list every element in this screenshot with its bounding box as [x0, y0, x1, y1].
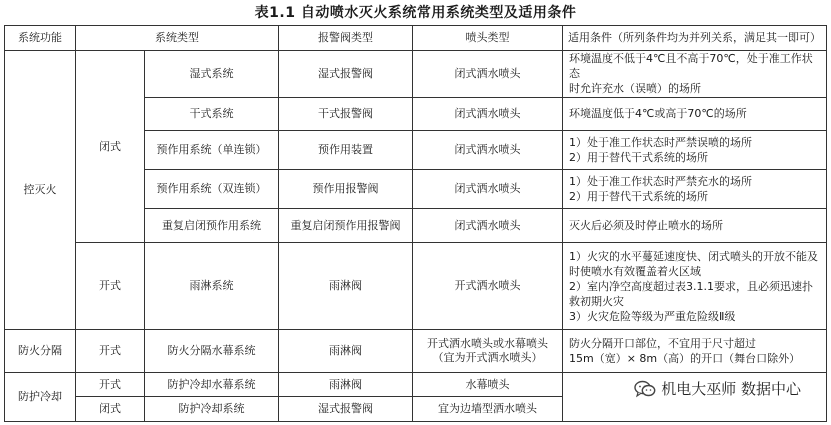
- conditions-cell: [563, 50, 827, 97]
- alarm-valve-cell: 预作用报警阀: [279, 169, 413, 208]
- alarm-valve-cell: 干式报警阀: [279, 97, 413, 130]
- conditions-cell: [563, 97, 827, 130]
- sprinkler-cell: 水幕喷头: [413, 372, 563, 397]
- mode-cell: 开式: [76, 329, 145, 372]
- table-row: [5, 243, 827, 329]
- header-function: 系统功能: [5, 26, 76, 51]
- conditions-cell: [563, 243, 827, 329]
- condition-line: 时使喷水有效覆盖着火区域: [569, 264, 701, 278]
- alarm-valve-cell: 雨淋阀: [279, 372, 413, 397]
- alarm-valve-cell: 重复启闭预作用报警阀: [279, 208, 413, 243]
- mode-cell: 开式: [76, 243, 145, 329]
- sprinkler-cell: 闭式洒水喷头: [413, 169, 563, 208]
- function-cell: 控灭火: [5, 50, 76, 329]
- function-cell: 防火分隔: [5, 329, 76, 372]
- sprinkler-cell: 开式洒水喷头: [413, 243, 563, 329]
- sprinkler-cell: [413, 329, 563, 372]
- header-conditions: 适用条件（所列条件均为并列关系，满足其一即可）: [563, 26, 827, 51]
- conditions-cell: [563, 130, 827, 169]
- header-alarm-valve: 报警阀类型: [279, 26, 413, 51]
- alarm-valve-cell: 雨淋阀: [279, 329, 413, 372]
- sprinkler-cell: 闭式洒水喷头: [413, 208, 563, 243]
- alarm-valve-cell: 湿式报警阀: [279, 50, 413, 97]
- sprinkler-line: （宜为开式洒水喷头）: [432, 350, 543, 364]
- header-system-type: 系统类型: [76, 26, 279, 51]
- alarm-valve-cell: 雨淋阀: [279, 243, 413, 329]
- system-type-cell: 防火分隔水幕系统: [145, 329, 279, 372]
- condition-line: 2）用于替代干式系统的场所: [569, 189, 708, 203]
- condition-line: 3）火灾危险等级为严重危险级Ⅱ级: [569, 309, 736, 323]
- header-sprinkler: 喷头类型: [413, 26, 563, 51]
- system-type-cell: 防护冷却水幕系统: [145, 372, 279, 397]
- sprinkler-cell: 闭式洒水喷头: [413, 130, 563, 169]
- condition-line: 环境温度低于4℃或高于70℃的场所: [569, 107, 747, 121]
- mode-cell: 闭式: [76, 397, 145, 422]
- function-cell: 防护冷却: [5, 372, 76, 421]
- table-row: [5, 50, 827, 97]
- header-row: [5, 26, 827, 51]
- condition-line: 环境温度不低于4℃且不高于70℃，处于准工作状态: [569, 52, 813, 81]
- mode-cell: 开式: [76, 372, 145, 397]
- condition-line: 2）室内净空高度超过表3.1.1要求，且必须迅速扑: [569, 279, 813, 293]
- conditions-cell: [563, 169, 827, 208]
- condition-line: 时允许充水（误喷）的场所: [569, 82, 701, 96]
- mode-cell: 闭式: [76, 50, 145, 243]
- system-type-cell: 防护冷却系统: [145, 397, 279, 422]
- system-type-cell: 干式系统: [145, 97, 279, 130]
- system-type-cell: 湿式系统: [145, 50, 279, 97]
- wechat-icon: [634, 380, 656, 398]
- condition-line: 救初期火灾: [569, 294, 624, 308]
- system-type-cell: 预作用系统（单连锁）: [145, 130, 279, 169]
- condition-line: 1）火灾的水平蔓延速度快、闭式喷头的开放不能及: [569, 249, 818, 263]
- conditions-cell: [563, 329, 827, 372]
- system-type-cell: 重复启闭预作用系统: [145, 208, 279, 243]
- sprinkler-cell: 宜为边墙型洒水喷头: [413, 397, 563, 422]
- sprinkler-line: 开式洒水喷头或水幕喷头: [427, 336, 548, 350]
- watermark-text: 机电大巫师 数据中心: [661, 380, 801, 398]
- alarm-valve-cell: 预作用装置: [279, 130, 413, 169]
- condition-line: 防火分隔开口部位，不宜用于尺寸超过: [569, 336, 756, 350]
- system-type-cell: 雨淋系统: [145, 243, 279, 329]
- system-type-cell: 预作用系统（双连锁）: [145, 169, 279, 208]
- sprinkler-system-table: [4, 25, 827, 422]
- sprinkler-cell: 闭式洒水喷头: [413, 50, 563, 97]
- watermark: [630, 377, 805, 400]
- sprinkler-cell: 闭式洒水喷头: [413, 97, 563, 130]
- condition-line: 2）用于替代干式系统的场所: [569, 150, 708, 164]
- table-title: 表1.1 自动喷水灭火系统常用系统类型及适用条件: [254, 5, 577, 21]
- condition-line: 1）处于准工作状态时严禁误喷的场所: [569, 135, 752, 149]
- table-row: [5, 329, 827, 372]
- condition-line: 1）处于准工作状态时严禁充水的场所: [569, 174, 752, 188]
- condition-line: 灭火后必须及时停止喷水的场所: [569, 219, 723, 233]
- condition-line: 15m（宽）× 8m（高）的开口（舞台口除外）: [569, 351, 801, 365]
- alarm-valve-cell: 湿式报警阀: [279, 397, 413, 422]
- conditions-cell: [563, 208, 827, 243]
